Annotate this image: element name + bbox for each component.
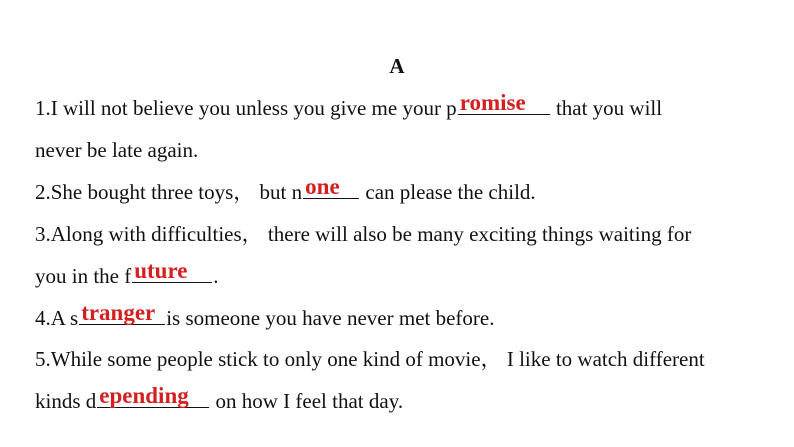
answer-5: epending bbox=[99, 383, 189, 408]
sentence-4-end: is someone you have never met before. bbox=[166, 306, 495, 330]
sentence-2-start: 2.She bought three toys， but n bbox=[35, 180, 303, 204]
answer-2: one bbox=[305, 174, 340, 199]
answer-3: uture bbox=[134, 258, 188, 283]
sentence-3-continued bbox=[35, 258, 219, 290]
answer-blank-2 bbox=[303, 174, 359, 199]
sentence-3-end: . bbox=[213, 264, 219, 288]
sentence-3-start: you in the f bbox=[35, 264, 132, 288]
sentence-1-end: that you will bbox=[550, 96, 663, 120]
answer-blank-3 bbox=[132, 258, 212, 283]
sentence-5-start: kinds d bbox=[35, 389, 97, 413]
sentence-1-start: 1.I will not believe you unless you give me your p bbox=[35, 96, 457, 120]
sentence-4 bbox=[35, 300, 495, 332]
answer-blank-4 bbox=[79, 300, 165, 325]
sentence-3: 3.Along with difficulties， there will also be many exciting things waiting for bbox=[35, 222, 692, 246]
answer-4: tranger bbox=[81, 300, 156, 325]
sentence-4-start: 4.A s bbox=[35, 306, 79, 330]
sentence-5: 5.While some people stick to only one kind of movie， I like to watch different bbox=[35, 347, 705, 371]
sentence-1-continued: never be late again. bbox=[35, 138, 199, 162]
sentence-5-end: on how I feel that day. bbox=[210, 389, 404, 413]
answer-blank-1 bbox=[458, 90, 550, 115]
sentence-5-continued bbox=[35, 383, 404, 415]
exercise-title: A bbox=[389, 54, 405, 78]
sentence-1 bbox=[35, 90, 663, 122]
sentence-2 bbox=[35, 174, 536, 206]
sentence-2-end: can please the child. bbox=[360, 180, 536, 204]
answer-1: romise bbox=[459, 90, 526, 115]
answer-blank-5 bbox=[97, 383, 209, 408]
